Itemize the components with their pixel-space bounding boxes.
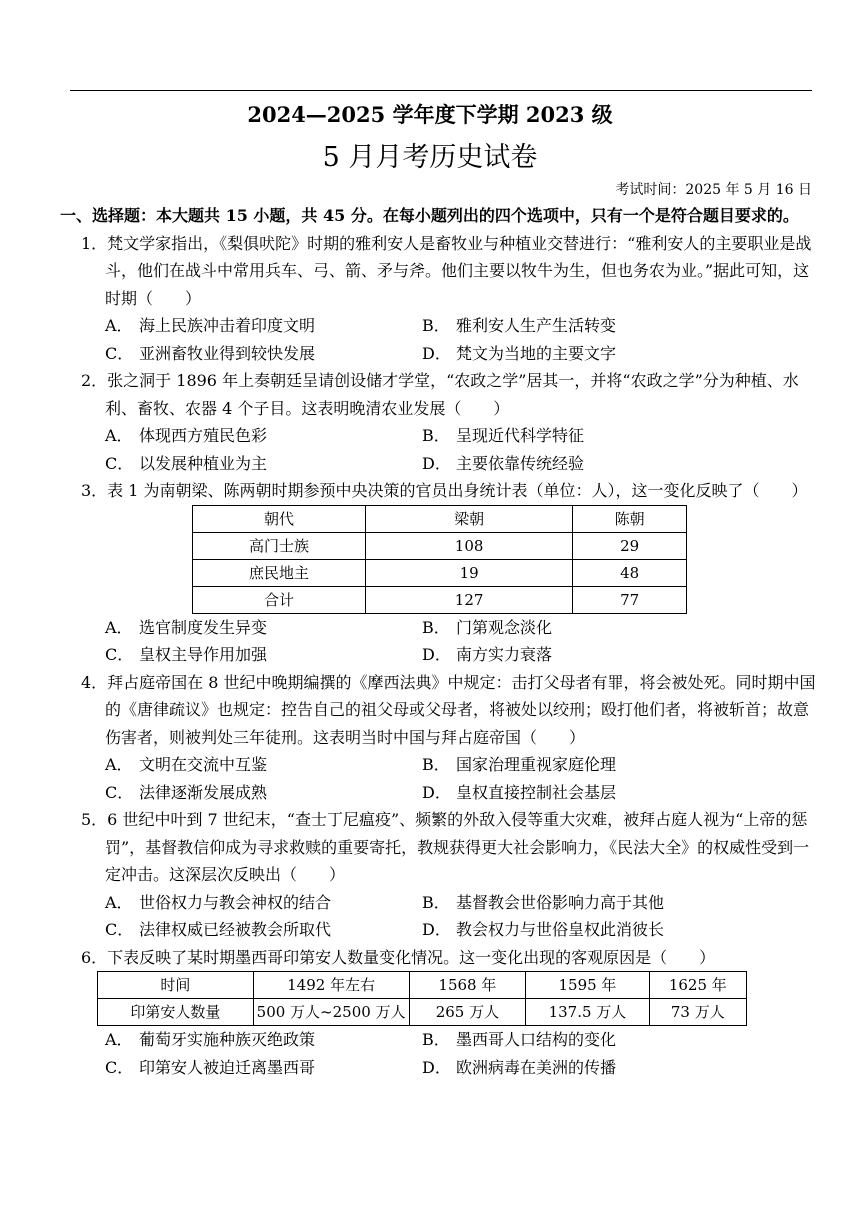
- exam-time: 考试时间：2025 年 5 月 16 日: [615, 182, 812, 198]
- option-d[interactable]: D． 皇权直接控制社会基层: [422, 782, 617, 802]
- table-header-cell: 时间: [98, 972, 254, 999]
- question-4: [60, 669, 820, 807]
- table-cell: 印第安人数量: [98, 999, 254, 1026]
- option-a[interactable]: A． 葡萄牙实施种族灭绝政策: [105, 1030, 316, 1049]
- option-a[interactable]: A． 选官制度发生异变: [105, 617, 268, 637]
- option-b[interactable]: B． 墨西哥人口结构的变化: [422, 1030, 617, 1049]
- table-header-cell: 1492 年左右: [253, 972, 409, 999]
- option-row: [105, 889, 820, 917]
- option-c[interactable]: C． 印第安人被迫迁离墨西哥: [105, 1057, 316, 1077]
- option-b[interactable]: B． 门第观念淡化: [422, 617, 553, 637]
- table-header-row: [193, 505, 687, 532]
- option-b[interactable]: B． 基督教会世俗影响力高于其他: [422, 892, 665, 912]
- option-a[interactable]: A． 体现西方殖民色彩: [105, 426, 268, 445]
- option-a[interactable]: A． 文明在交流中互鉴: [105, 755, 268, 774]
- table-cell: 137.5 万人: [526, 999, 649, 1026]
- table-header-cell: 1625 年: [649, 972, 746, 999]
- option-row: [105, 779, 820, 807]
- table-header-cell: 1595 年: [526, 972, 649, 999]
- question-stem: 1．梵文学家指出，《梨俱吠陀》时期的雅利安人是畜牧业与种植业交替进行：“雅利安人的主要职业是战斗，他们在战斗中常用兵车、弓、箭、矛与斧。他们主要以牧牛为生，但也务农为业。”据此可知，这时期（ ）: [81, 233, 812, 308]
- question-stem: 6．下表反映了某时期墨西哥印第安人数量变化情况。这一变化出现的客观原因是（ ）: [81, 947, 716, 967]
- option-row: [105, 450, 820, 478]
- table-cell: 高门士族: [193, 532, 366, 559]
- table-cell: 19: [365, 559, 572, 586]
- table-header-cell: 1568 年: [409, 972, 526, 999]
- option-b[interactable]: B． 国家治理重视家庭伦理: [422, 755, 617, 774]
- header-rule: [70, 90, 812, 91]
- option-row: [105, 641, 820, 669]
- table-row: [193, 586, 687, 613]
- question-stem: 2．张之洞于 1896 年上奏朝廷呈请创设储才学堂，“农政之学”居其一，并将“农政之学”分为种植、水利、畜牧、农器 4 个子目。这表明晚清农业发展（ ）: [81, 371, 799, 418]
- exam-title-line1: 2024—2025 学年度下学期 2023 级: [247, 102, 613, 127]
- option-d[interactable]: D． 主要依靠传统经验: [422, 453, 585, 473]
- option-d[interactable]: D． 梵文为当地的主要文字: [422, 343, 617, 363]
- option-c[interactable]: C． 以发展种植业为主: [105, 453, 268, 473]
- option-row: [105, 1054, 820, 1082]
- exam-title-line2: 5 月月考历史试卷: [322, 142, 538, 173]
- table-cell: 73 万人: [649, 999, 746, 1026]
- option-c[interactable]: C． 法律权威已经被教会所取代: [105, 920, 332, 939]
- option-d[interactable]: D． 教会权力与世俗皇权此消彼长: [422, 920, 665, 939]
- official-origin-table: [192, 505, 687, 614]
- question-2: [60, 367, 820, 477]
- table-cell: 48: [573, 559, 687, 586]
- table-row: [193, 559, 687, 586]
- option-c[interactable]: C． 亚洲畜牧业得到较快发展: [105, 343, 316, 363]
- option-row: [105, 340, 820, 368]
- question-stem: 4．拜占庭帝国在 8 世纪中晚期编撰的《摩西法典》中规定：击打父母者有罪，将会被处死。同时期中国的《唐律疏议》也规定：控告自己的祖父母或父母者，将被处以绞刑；殴打他们者，将被斩首；故意伤害者，则被判处三年徒刑。这表明当时中国与拜占庭帝国（ ）: [81, 672, 816, 747]
- option-row: [105, 312, 820, 340]
- option-a[interactable]: A． 海上民族冲击着印度文明: [105, 316, 316, 335]
- table-header-cell: 朝代: [193, 505, 366, 532]
- option-c[interactable]: C． 法律逐渐发展成熟: [105, 782, 268, 802]
- table-cell: 108: [365, 532, 572, 559]
- option-row: [105, 1026, 820, 1054]
- option-d[interactable]: D． 南方实力衰落: [422, 645, 553, 664]
- table-cell: 77: [573, 586, 687, 613]
- table-header-cell: 陈朝: [573, 505, 687, 532]
- option-row: [105, 916, 820, 944]
- table-cell: 庶民地主: [193, 559, 366, 586]
- table-row: [98, 999, 747, 1026]
- option-c[interactable]: C． 皇权主导作用加强: [105, 645, 268, 664]
- question-5: [60, 806, 820, 944]
- population-table: [97, 971, 747, 1026]
- option-b[interactable]: B． 呈现近代科学特征: [422, 426, 585, 445]
- question-stem: 5．6 世纪中叶到 7 世纪末，“查士丁尼瘟疫”、频繁的外敌入侵等重大灾难，被拜占庭人视为“上帝的惩罚”，基督教信仰成为寻求救赎的重要寄托，教规获得更大社会影响力，《民法大全》的权威性受到一定冲击。这深层次反映出（ ）: [81, 810, 810, 884]
- table-cell: 127: [365, 586, 572, 613]
- question-3: [60, 477, 820, 669]
- option-row: [105, 614, 820, 642]
- question-6: [60, 944, 820, 1082]
- table-row: [98, 972, 747, 999]
- question-1: [60, 230, 820, 368]
- exam-content: [60, 202, 820, 1081]
- table-header-cell: 梁朝: [365, 505, 572, 532]
- table-row: [193, 532, 687, 559]
- option-row: [105, 422, 820, 450]
- table-cell: 合计: [193, 586, 366, 613]
- option-row: [105, 751, 820, 779]
- table-cell: 500 万人~2500 万人: [253, 999, 409, 1026]
- option-b[interactable]: B． 雅利安人生产生活转变: [422, 316, 617, 335]
- option-a[interactable]: A． 世俗权力与教会神权的结合: [105, 892, 332, 912]
- section-heading: 一、选择题：本大题共 15 小题，共 45 分。在每小题列出的四个选项中，只有一个是符合题目要求的。: [60, 206, 799, 225]
- table-cell: 29: [573, 532, 687, 559]
- option-d[interactable]: D． 欧洲病毒在美洲的传播: [422, 1057, 617, 1077]
- table-cell: 265 万人: [409, 999, 526, 1026]
- question-stem: 3．表 1 为南朝梁、陈两朝时期参预中央决策的官员出身统计表（单位：人），这一变化反映了（ ）: [81, 481, 808, 500]
